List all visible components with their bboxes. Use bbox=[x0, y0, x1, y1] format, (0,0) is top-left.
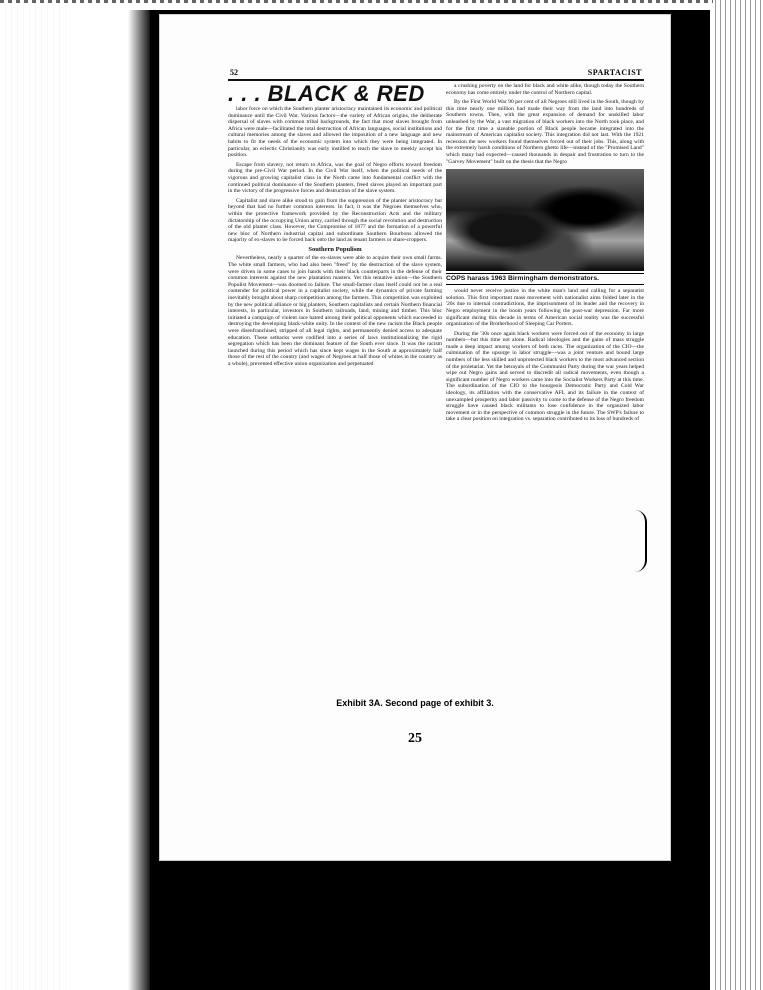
paragraph: By the First World War 90 per cent of all Negroes still lived in the South, though by this time nearly one million had made their way from the land into hundreds of Southern towns. Then, with the great expansion of demand for unskilled labor unleashed by the War, a vast migration of black workers into the North took place, and for the first time a sizeable portion of Black people became integrated into the mainstream of American capitalist society. This integration did not last. With the 1921 recession the new workers found themselves forced out of their jobs. This, along with the extremely harsh conditions of Northern ghetto life—instead of the "Promised Land" which many had expected—caused thousands in despair and frustration to turn to the "Garvey Movement" built on the thesis that the Negro bbox=[446, 99, 644, 165]
header-page-number: 52 bbox=[230, 68, 238, 77]
scan-edge-top bbox=[0, 0, 763, 3]
exhibit-caption: Exhibit 3A. Second page of exhibit 3. bbox=[336, 698, 494, 708]
section-subhead: Southern Populism bbox=[308, 245, 362, 253]
handwritten-bracket-mark bbox=[635, 510, 647, 572]
page-number: 25 bbox=[408, 731, 422, 746]
header-publication-title: SPARTACIST bbox=[587, 68, 642, 77]
paragraph: Nevertheless, nearly a quarter of the ex-slaves were able to acquire their own small farms. The white small farmers, who had also been "freed" by the destruction of the slave system, were driven in some cases to join hands with their black counterparts in the defense of their common interests against the new plantation masters. Yet this tentative union—the Southern Populist Movement—was doomed to failure. The small-farmer class itself could not be a real contender for political power in a capitalist society, while the dynamics of private farming inevitably brought about sharp competition among the farmers. This competition was exploited by the new political alliance or big planters, Southern capitalists and certain Northern financial interests, in particular, investors in Southern railroads, land, mining and timber. This bloc initiated a campaign of violent race hatred among their political opponents which succeeded in destroying the developing black-white unity. In the context of the new racism the Black people were disenfranchised, stripped of all legal rights, and permanently denied access to adequate education. These setbacks were codified into a series of laws institutionalizing the rigid segregation which has been the dominant feature of the South ever since. It was the racism launched during this period which has since kept wages in the South at approximately half those of the rest of the country (and wages of Negroes at half those of whites in the country as a whole), prevented effective union organization and perpetuated bbox=[228, 255, 442, 367]
paragraph: Escape from slavery, not return to Africa, was the goal of Negro efforts toward freedom during the pre-Civil War period. In the Civil War itself, when the political needs of the vigorous and growing capitalist class in the North came into fundamental conflict with the continued political dominance of the Southern planters, freed slaves played an important part in the victory of the progressive forces and destruction of the slave system. bbox=[228, 161, 442, 195]
article-column-left bbox=[228, 83, 442, 623]
scan-margin-left bbox=[0, 0, 70, 990]
article-title: . . . BLACK & RED bbox=[228, 83, 425, 106]
scan-shadow-fade bbox=[128, 10, 152, 990]
photo-caption: COPS harass 1963 Birmingham demonstrators. bbox=[446, 273, 644, 285]
paragraph: During the '30s once again black workers were forced out of the economy in large numbers—but this time not alone. Radical ideologies and the gains of mass struggle made a deep impact among workers of both races. The organization of the CIO—the culmination of the upsurge in labor struggle—was a joint venture and bound large numbers of the less skilled and unprotected black workers to the most advanced section of the proletariat. Yet the betrayals of the Communist Party during the war years helped wipe out Negro gains and served to discredit all radical movements, even though a significant number of Negro workers came into the Socialist Workers Party at this time. The subordination of the CIO to the bourgeois Democratic Party and Cold War ideology, its affiliation with the conservative AFL and its failure in the context of unexampled prosperity and labor passivity to come to the defense of the Negro freedom struggle have caused black militants to lose confidence in the organized labor movement or in the perspective of common struggle in the future. The SWP's failure to take a clear position on integration vs. separation contributed to its loss of hundreds of bbox=[446, 330, 644, 423]
article-column-right bbox=[446, 83, 644, 623]
paragraph: Capitalist and slave alike stood to gain from the suppression of the planter aristocracy but beyond that had no further common interests. In fact, it was the Negroes themselves who, within the protective framework provided by the Reconstruction Acts and the military dictatorship of the occupying Union army, carried through the social revolution and destruction of the old planter class. However, the Compromise of 1877 and the formation of a powerful new bloc of Northern industrial capital and subordinate Southern Bourbons allowed the majority of ex-slaves to be forced back onto the land as tenant farmers or share-croppers. bbox=[228, 197, 442, 244]
paragraph: labor force on which the Southern planter aristocracy maintained its economic and political dominance until the Civil War. Various factors—the variety of African origins, the deliberate dispersal of slaves with common tribal backgrounds, the fact that most slaves brought from Africa were male—facilitated the total destruction of African languages, social institutions and cultural memories among the slaves and allowed the imposition of a new language and new habits to fit the needs of the economic system into which they were being integrated. In particular, an eclectic Christianity was early instilled to teach the slave to meekly accept his position. bbox=[228, 106, 442, 159]
paragraph: a crushing poverty on the land for black and white alike, though today the Southern economy has come entirely under the control of Northern capital. bbox=[446, 83, 644, 96]
document-page bbox=[160, 15, 670, 860]
header-rule bbox=[228, 79, 644, 81]
news-photo bbox=[446, 169, 644, 271]
scan-margin-right bbox=[713, 0, 763, 990]
paragraph: would never receive justice in the white man's land and calling for a separatist solution. This first important mass movement with nationalist aims folded later in the '20s due to internal contradictions, the imprisonment of its leader and the recovery in Negro employment in the boom years following the post-war depression. Far more significant during this decade in terms of American social reality was the successful organization of the Brotherhood of Sleeping Car Porters. bbox=[446, 288, 644, 328]
